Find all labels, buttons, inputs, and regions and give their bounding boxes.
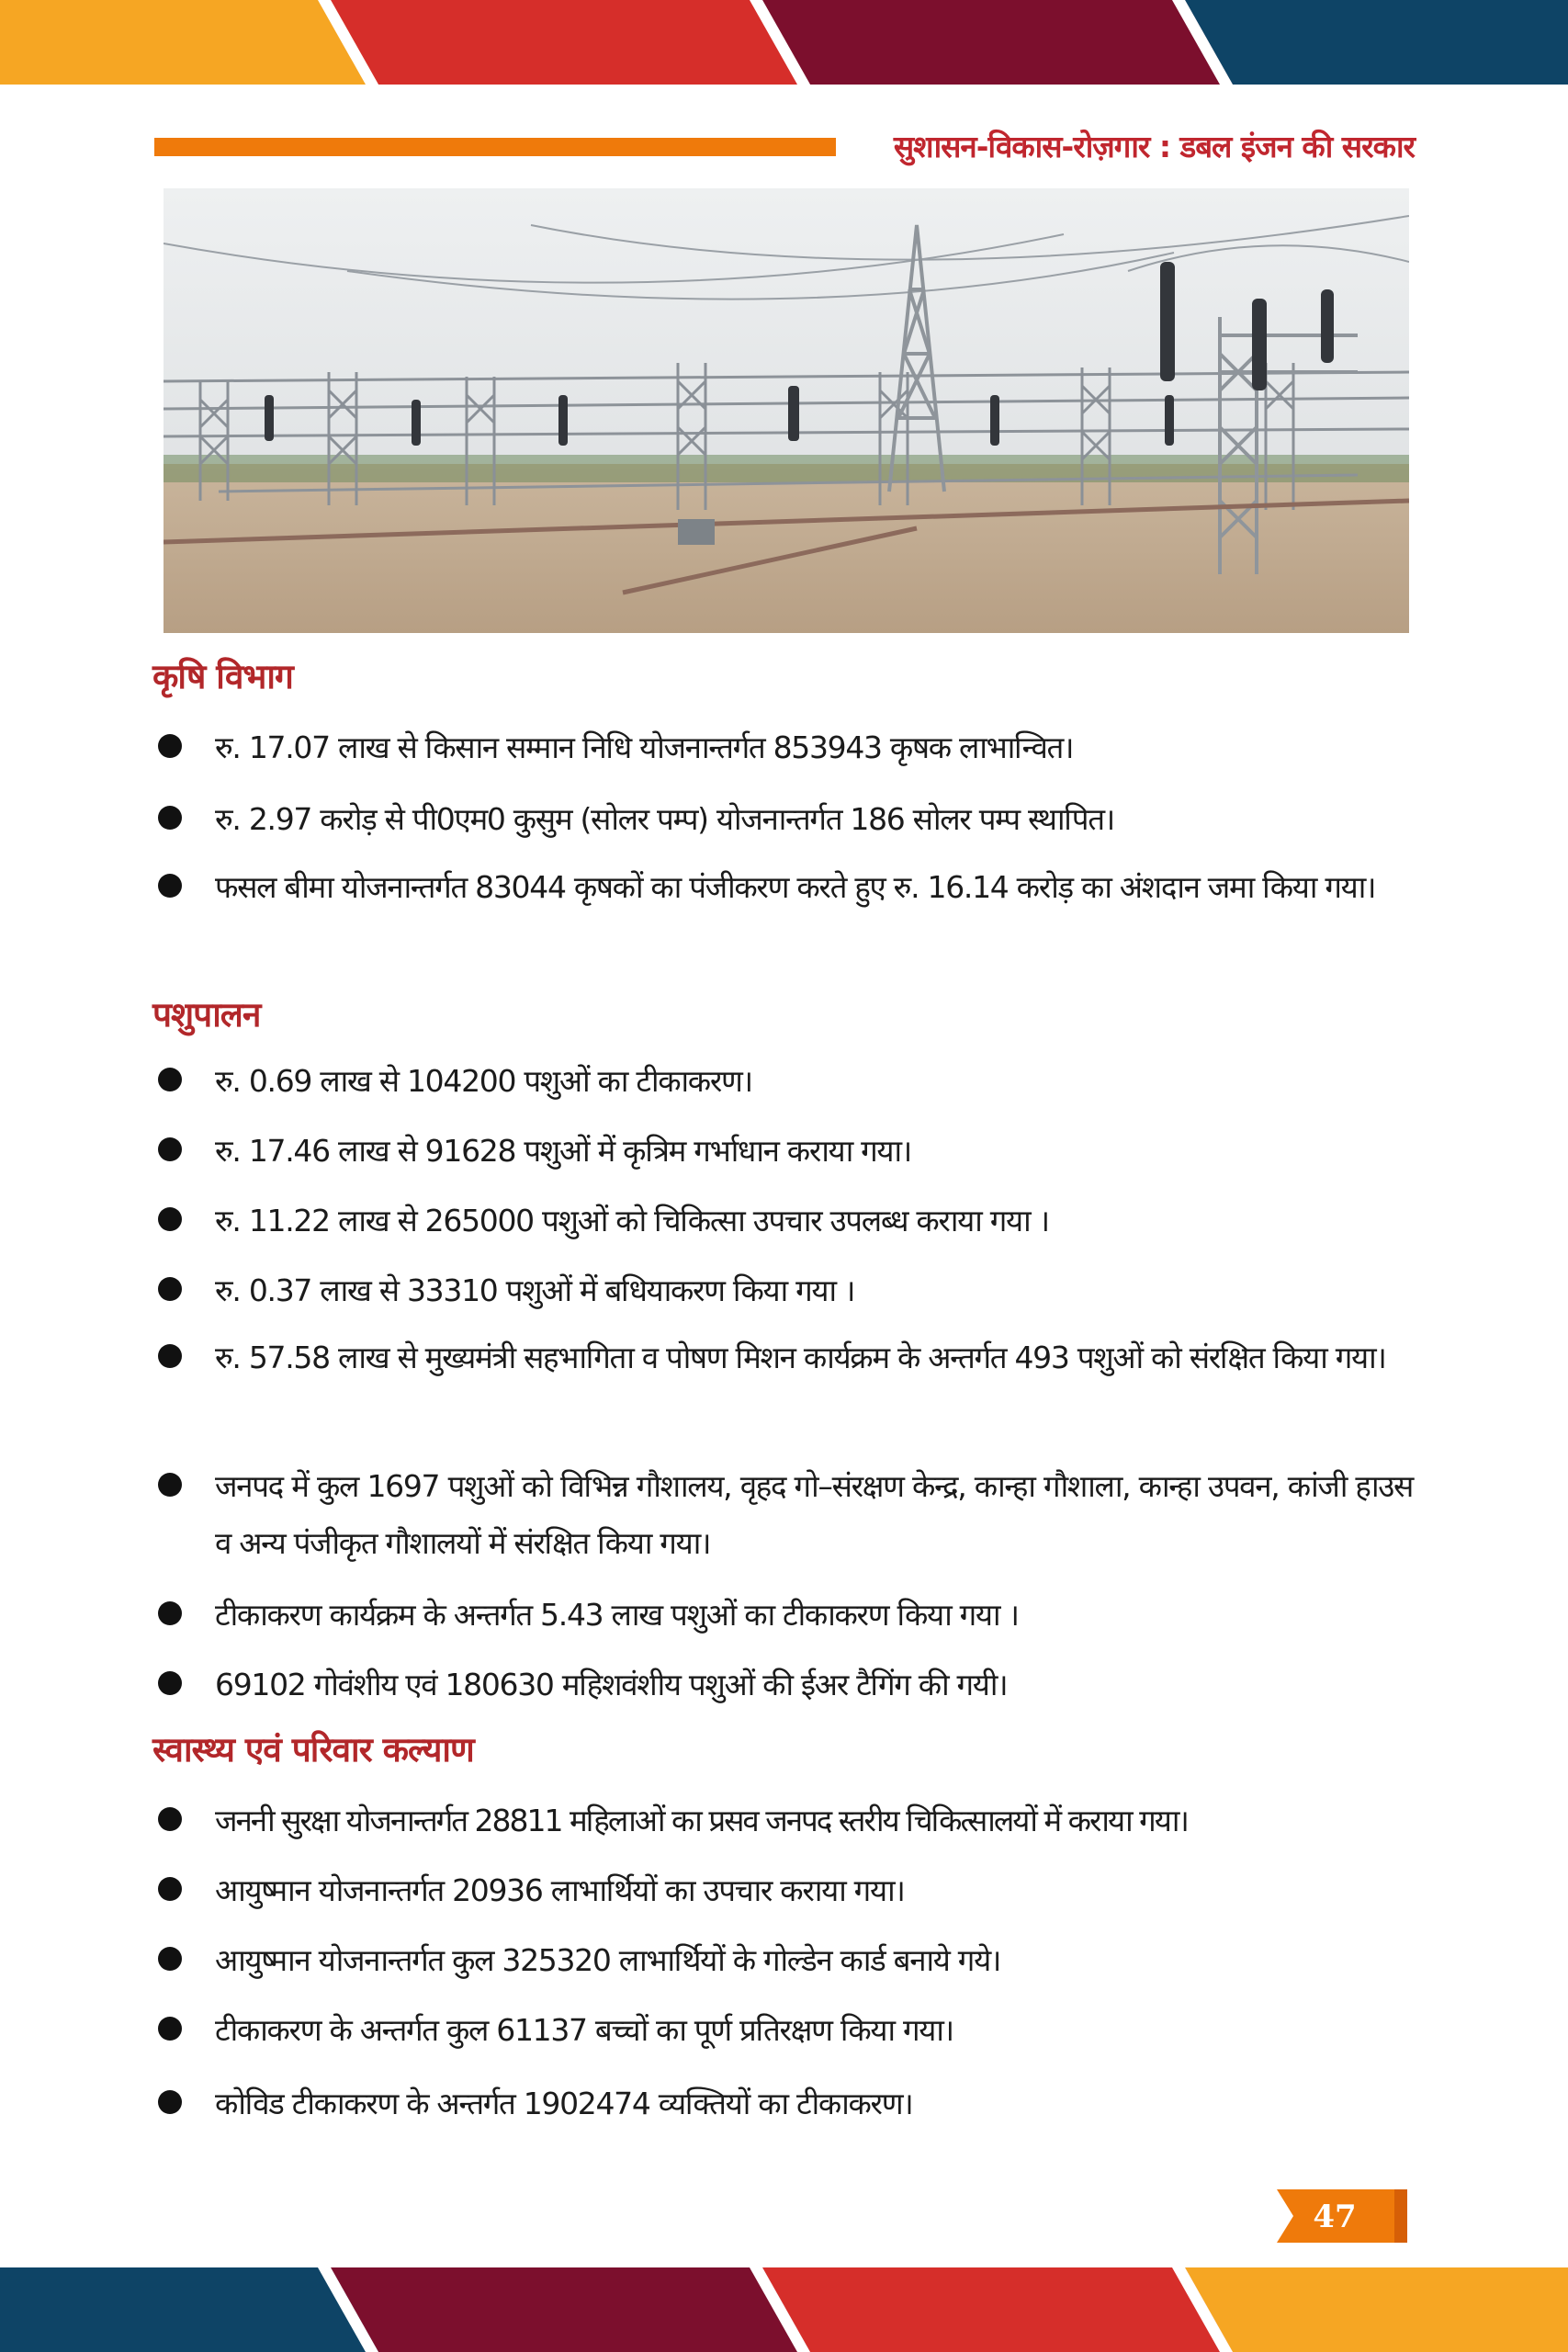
list-item: रु. 17.46 लाख से 91628 पशुओं में कृत्रिम गर्भाधान कराया गया। bbox=[152, 1123, 1413, 1180]
bullet-icon bbox=[158, 1601, 182, 1625]
list-item: फसल बीमा योजनान्तर्गत 83044 कृषकों का पंजीकरण करते हुए रु. 16.14 करोड़ का अंशदान जमा किया गया। bbox=[152, 859, 1413, 916]
list-item: टीकाकरण कार्यक्रम के अन्तर्गत 5.43 लाख पशुओं का टीकाकरण किया गया । bbox=[152, 1587, 1413, 1644]
section-title-animal-husbandry: पशुपालन bbox=[152, 995, 261, 1035]
bullet-icon bbox=[158, 1807, 182, 1831]
page-number: 47 bbox=[1313, 2199, 1357, 2235]
header-title: सुशासन-विकास-रोज़गार : डबल इंजन की सरकार bbox=[893, 129, 1415, 164]
list-item: रु. 57.58 लाख से मुख्यमंत्री सहभागिता व पोषण मिशन कार्यक्रम के अन्तर्गत 493 पशुओं को संरक्षित किया गया। bbox=[152, 1329, 1413, 1386]
bullet-icon bbox=[158, 734, 182, 758]
bottom-color-band bbox=[0, 2267, 1568, 2352]
bullet-icon bbox=[158, 2017, 182, 2041]
bullet-icon bbox=[158, 1877, 182, 1901]
bullet-icon bbox=[158, 1671, 182, 1695]
list-item: 69102 गोवंशीय एवं 180630 महिशवंशीय पशुओं की ईअर टैगिंग की गयी। bbox=[152, 1657, 1413, 1713]
bullet-icon bbox=[158, 2090, 182, 2114]
bullet-icon bbox=[158, 1344, 182, 1368]
list-item: टीकाकरण के अन्तर्गत कुल 61137 बच्चों का पूर्ण प्रतिरक्षण किया गया। bbox=[152, 2002, 1413, 2059]
header-accent-line bbox=[154, 138, 836, 156]
bullet-icon bbox=[158, 1947, 182, 1971]
power-substation-photo bbox=[164, 188, 1409, 633]
section-title-agriculture: कृषि विभाग bbox=[152, 657, 293, 696]
top-color-band bbox=[0, 0, 1568, 85]
bullet-icon bbox=[158, 1068, 182, 1091]
list-item: आयुष्मान योजनान्तर्गत कुल 325320 लाभार्थियों के गोल्डेन कार्ड बनाये गये। bbox=[152, 1932, 1413, 1989]
bullet-icon bbox=[158, 1137, 182, 1161]
list-item: रु. 2.97 करोड़ से पी0एम0 कुसुम (सोलर पम्प) योजनान्तर्गत 186 सोलर पम्प स्थापित। bbox=[152, 791, 1413, 848]
bullet-icon bbox=[158, 1473, 182, 1497]
bullet-icon bbox=[158, 1207, 182, 1231]
list-item: रु. 0.37 लाख से 33310 पशुओं में बधियाकरण किया गया । bbox=[152, 1262, 1413, 1319]
list-item: कोविड टीकाकरण के अन्तर्गत 1902474 व्यक्तियों का टीकाकरण। bbox=[152, 2075, 1413, 2132]
bullet-icon bbox=[158, 874, 182, 898]
list-item: जनपद में कुल 1697 पशुओं को विभिन्न गौशालय, वृहद गो–संरक्षण केन्द्र, कान्हा गौशाला, कान्हा उपवन, कांजी हाउस व अन्य पंजीकृत गौशालयों में संरक्षित किया गया। bbox=[152, 1458, 1413, 1572]
list-item: रु. 17.07 लाख से किसान सम्मान निधि योजनान्तर्गत 853943 कृषक लाभान्वित। bbox=[152, 719, 1413, 776]
list-item: रु. 0.69 लाख से 104200 पशुओं का टीकाकरण। bbox=[152, 1053, 1413, 1110]
list-item: रु. 11.22 लाख से 265000 पशुओं को चिकित्सा उपचार उपलब्ध कराया गया । bbox=[152, 1193, 1413, 1250]
bullet-icon bbox=[158, 806, 182, 830]
section-title-health-family-welfare: स्वास्थ्य एवं परिवार कल्याण bbox=[152, 1730, 474, 1770]
list-item: जननी सुरक्षा योजनान्तर्गत 28811 महिलाओं का प्रसव जनपद स्तरीय चिकित्सालयों में कराया गया। bbox=[152, 1792, 1413, 1849]
bullet-icon bbox=[158, 1277, 182, 1301]
list-item: आयुष्मान योजनान्तर्गत 20936 लाभार्थियों का उपचार कराया गया। bbox=[152, 1862, 1413, 1919]
